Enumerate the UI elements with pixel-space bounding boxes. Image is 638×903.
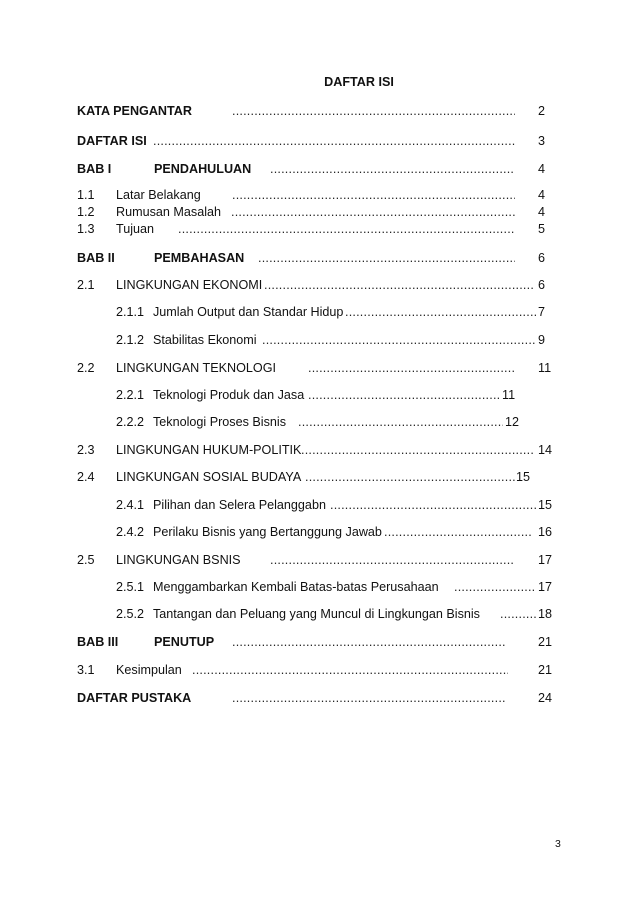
toc-label: Pilihan dan Selera Pelanggabn [153, 498, 326, 512]
toc-page-number: 3 [538, 134, 546, 148]
toc-label: Kesimpulan [116, 663, 182, 677]
toc-leader [270, 553, 515, 568]
toc-page-number: 12 [505, 415, 520, 429]
toc-page-number: 11 [502, 388, 516, 402]
toc-section-number: 2.2.2 [116, 415, 145, 429]
toc-section-number: 2.2.1 [116, 388, 145, 402]
toc-page-number: 21 [538, 663, 553, 677]
toc-leader [153, 134, 515, 149]
toc-leader [305, 470, 515, 485]
toc-chapter-number: BAB II [77, 251, 115, 265]
toc-chapter-number: BAB III [77, 635, 119, 649]
toc-page-number: 7 [538, 305, 546, 319]
toc-section-number: 3.1 [77, 663, 95, 677]
toc-page-number: 16 [538, 525, 553, 539]
toc-page-number: 6 [538, 251, 546, 265]
toc-label: LINGKUNGAN HUKUM-POLITIK [116, 443, 302, 457]
toc-section-number: 2.1.2 [116, 333, 145, 347]
toc-section-number: 2.1.1 [116, 305, 145, 319]
toc-leader [231, 205, 515, 220]
toc-label: Jumlah Output dan Standar Hidup [153, 305, 344, 319]
toc-leader [345, 305, 536, 320]
toc-section-number: 2.4.2 [116, 525, 145, 539]
toc-label: Tantangan dan Peluang yang Muncul di Lingkungan Bisnis [153, 607, 480, 621]
toc-label: Menggambarkan Kembali Batas-batas Perusahaan [153, 580, 439, 594]
toc-leader [178, 222, 515, 237]
toc-leader [330, 498, 536, 513]
toc-page-number: 9 [538, 333, 546, 347]
toc-leader [301, 443, 535, 458]
toc-section-number: 2.2 [77, 361, 95, 375]
toc-section-number: 1.1 [77, 188, 95, 202]
toc-label: LINGKUNGAN EKONOMI [116, 278, 263, 292]
toc-page-number: 21 [538, 635, 553, 649]
toc-leader [308, 388, 501, 403]
toc-leader [264, 278, 534, 293]
toc-label: Rumusan Masalah [116, 205, 221, 219]
toc-leader [232, 635, 506, 650]
toc-section-number: 2.4 [77, 470, 95, 484]
toc-label: Stabilitas Ekonomi [153, 333, 257, 347]
toc-page-number: 4 [538, 162, 546, 176]
toc-label: PENUTUP [154, 635, 215, 649]
toc-leader [232, 104, 515, 119]
toc-leader [308, 361, 515, 376]
toc-leader [270, 162, 515, 177]
toc-section-number: 1.3 [77, 222, 95, 236]
toc-page-number: 14 [538, 443, 553, 457]
toc-leader [262, 333, 536, 348]
toc-leader [500, 607, 536, 622]
toc-page-number: 5 [538, 222, 546, 236]
toc-label: LINGKUNGAN SOSIAL BUDAYA [116, 470, 302, 484]
toc-section-number: 2.4.1 [116, 498, 145, 512]
toc-label: Tujuan [116, 222, 155, 236]
toc-label: LINGKUNGAN BSNIS [116, 553, 241, 567]
toc-leader [258, 251, 515, 266]
toc-leader [384, 525, 532, 540]
toc-label: Teknologi Produk dan Jasa [153, 388, 305, 402]
toc-section-number: 2.5 [77, 553, 95, 567]
toc-section-number: 2.5.1 [116, 580, 145, 594]
toc-label: Perilaku Bisnis yang Bertanggung Jawab [153, 525, 382, 539]
toc-page-number: 15 [516, 470, 531, 484]
toc-section-number: 1.2 [77, 205, 95, 219]
toc-page-number: 17 [538, 553, 553, 567]
toc-page-number: 2 [538, 104, 546, 118]
toc-page-number: 15 [538, 498, 553, 512]
toc-page-number: 4 [538, 205, 546, 219]
toc-label: PEMBAHASAN [154, 251, 245, 265]
toc-page-number: 4 [538, 188, 546, 202]
toc-label: LINGKUNGAN TEKNOLOGI [116, 361, 277, 375]
toc-page-number: 24 [538, 691, 553, 705]
toc-section-number: 2.1 [77, 278, 95, 292]
toc-chapter-number: BAB I [77, 162, 112, 176]
toc-leader [298, 415, 503, 430]
toc-label: KATA PENGANTAR [77, 104, 192, 118]
toc-page-number: 6 [538, 278, 546, 292]
toc-leader [454, 580, 536, 595]
toc-label: DAFTAR ISI [77, 134, 147, 148]
toc-page-number: 18 [538, 607, 553, 621]
toc-leader [232, 691, 506, 706]
toc-label: DAFTAR PUSTAKA [77, 691, 192, 705]
toc-leader [232, 188, 515, 203]
toc-label: Teknologi Proses Bisnis [153, 415, 286, 429]
toc-leader [192, 663, 508, 678]
page-number: 3 [555, 838, 561, 850]
toc-section-number: 2.5.2 [116, 607, 145, 621]
toc-page-number: 11 [538, 361, 552, 375]
toc-label: PENDAHULUAN [154, 162, 252, 176]
toc-section-number: 2.3 [77, 443, 95, 457]
toc-label: Latar Belakang [116, 188, 201, 202]
page-title: DAFTAR ISI [324, 75, 394, 89]
toc-page-number: 17 [538, 580, 553, 594]
